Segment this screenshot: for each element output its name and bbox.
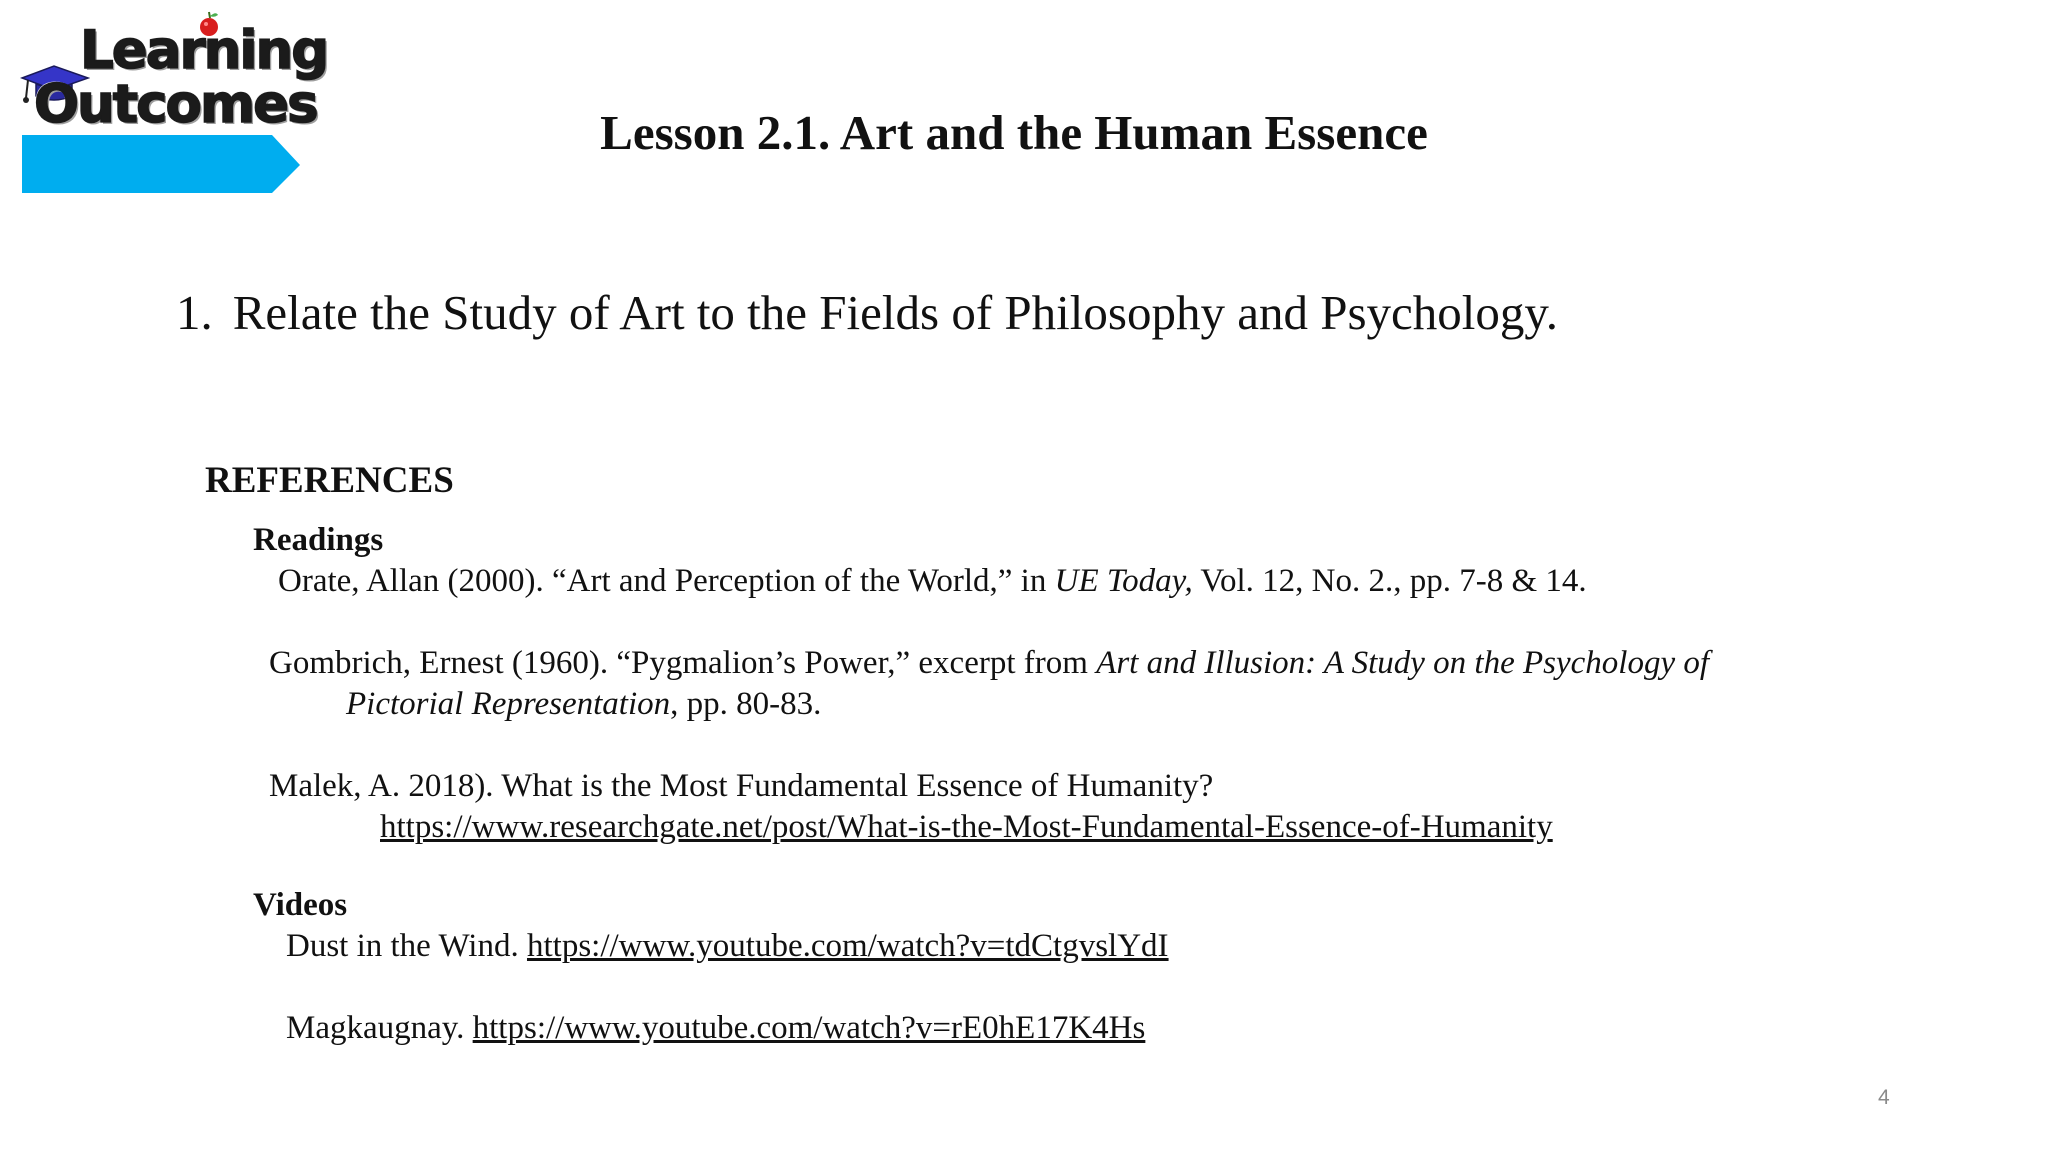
learning-outcome-item bbox=[176, 284, 1558, 341]
video-magkaugnay bbox=[286, 1010, 1145, 1047]
reference-gombrich-pages: , pp. 80-83. bbox=[670, 686, 822, 722]
reference-orate bbox=[278, 563, 1587, 600]
reference-orate-journal: UE Today, bbox=[1054, 563, 1193, 599]
reference-malek: Malek, A. 2018). What is the Most Fundamental Essence of Humanity? bbox=[269, 768, 1214, 804]
logo-text-outcomes: Outcomes bbox=[34, 74, 317, 135]
slide-title-text: Lesson 2.1. Art and the Human Essence bbox=[600, 105, 1428, 160]
readings-heading: Readings bbox=[253, 522, 384, 558]
reference-gombrich-book-title-cont: Pictorial Representation bbox=[346, 686, 671, 722]
reference-orate-details: Vol. 12, No. 2., pp. 7-8 & 14. bbox=[1192, 563, 1587, 599]
logo-text-learning: Learning bbox=[80, 20, 328, 81]
reference-orate-text: Orate, Allan (2000). “Art and Perception of the World,” in bbox=[278, 563, 1055, 599]
slide-title bbox=[0, 104, 2048, 161]
references-heading: REFERENCES bbox=[205, 460, 454, 501]
page-number: 4 bbox=[1878, 1086, 1890, 1109]
videos-heading: Videos bbox=[253, 887, 348, 923]
reference-gombrich bbox=[269, 645, 1709, 682]
outcome-text: Relate the Study of Art to the Fields of Philosophy and Psychology. bbox=[232, 285, 1558, 340]
youtube-link-magkaugnay[interactable]: https://www.youtube.com/watch?v=rE0hE17K4Hs bbox=[472, 1010, 1146, 1046]
reference-gombrich-continued bbox=[346, 686, 821, 723]
reference-malek-url-line bbox=[380, 809, 1553, 846]
video-magkaugnay-title: Magkaugnay. bbox=[286, 1010, 473, 1046]
outcome-number: 1. bbox=[176, 285, 213, 340]
reference-gombrich-text: Gombrich, Ernest (1960). “Pygmalion’s Power,” excerpt from bbox=[269, 645, 1097, 681]
researchgate-link[interactable]: https://www.researchgate.net/post/What-is-the-Most-Fundamental-Essence-of-Humanity bbox=[380, 809, 1553, 845]
video-dust-title: Dust in the Wind. bbox=[286, 928, 527, 964]
reference-gombrich-book-title: Art and Illusion: A Study on the Psychology of bbox=[1096, 645, 1710, 681]
youtube-link-dust-in-the-wind[interactable]: https://www.youtube.com/watch?v=tdCtgvslYdI bbox=[526, 928, 1169, 964]
video-dust-in-the-wind bbox=[286, 928, 1169, 965]
